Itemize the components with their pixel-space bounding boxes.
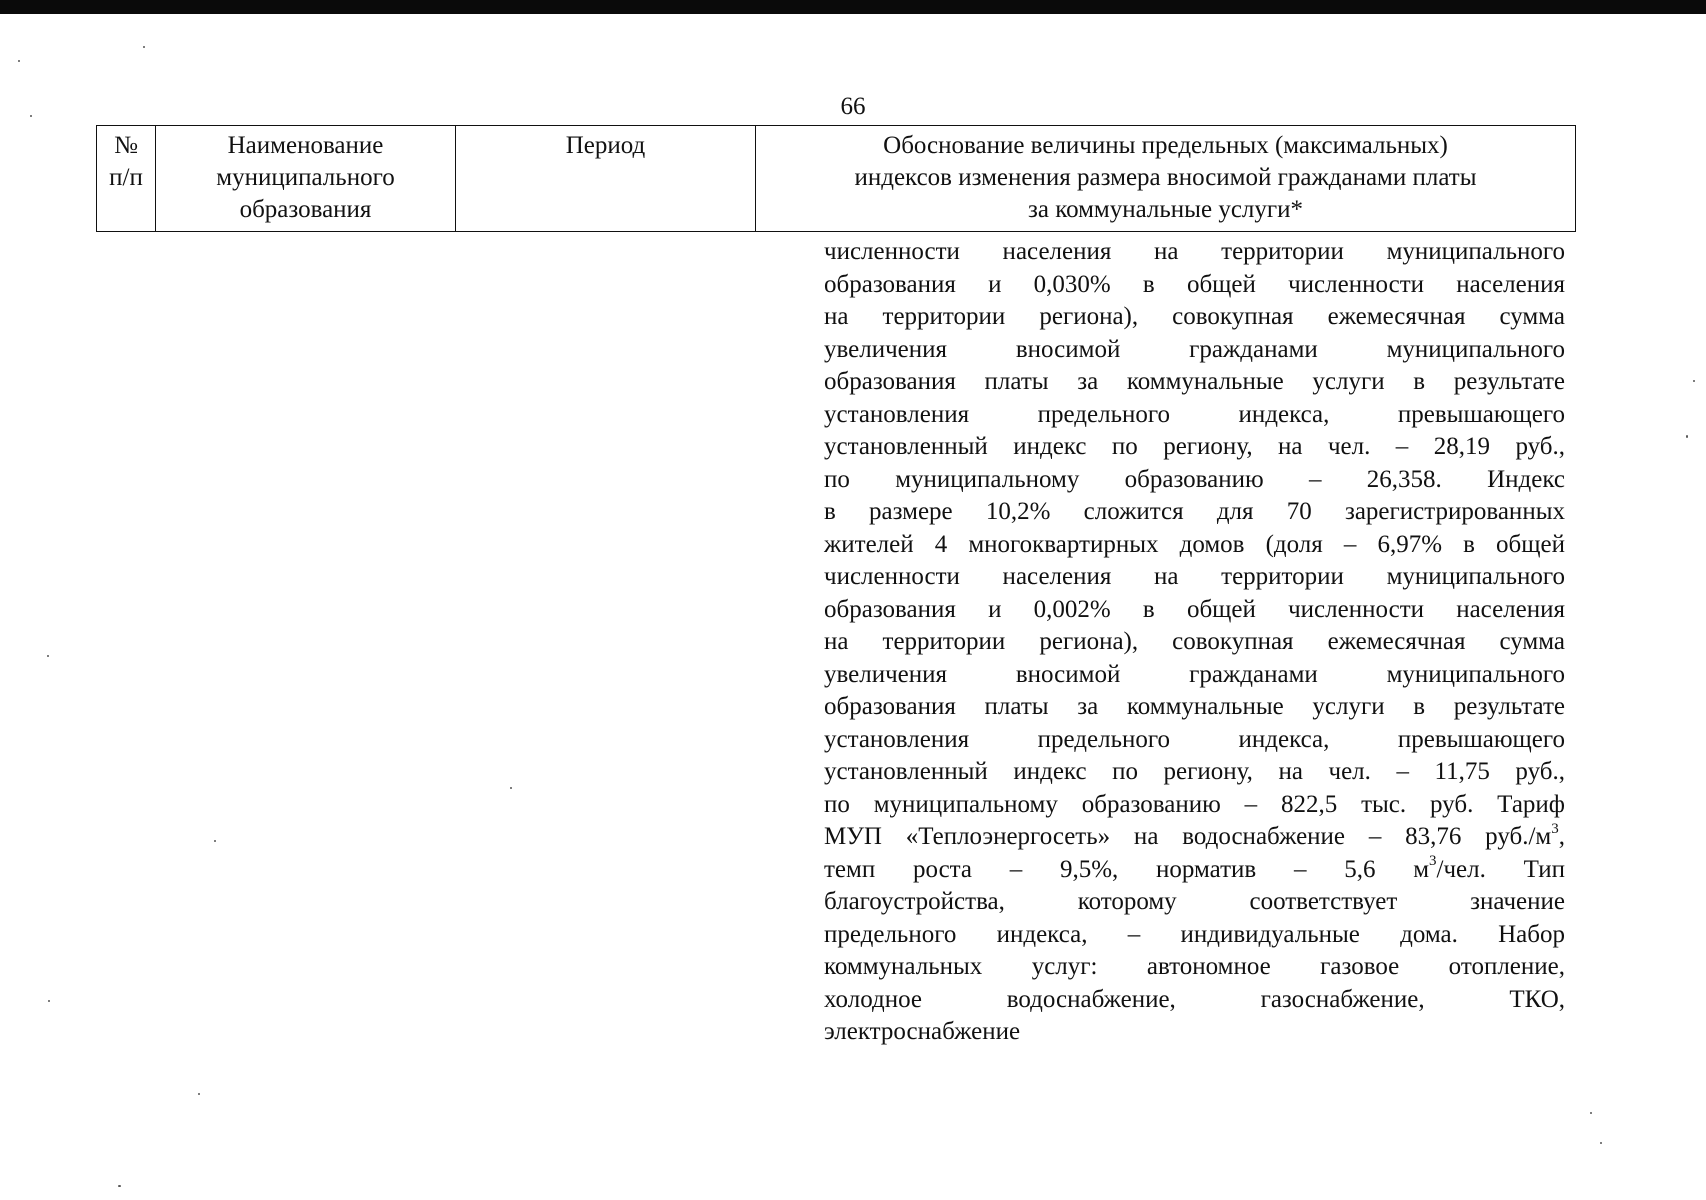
scan-speck	[18, 60, 20, 62]
text-line: установления предельного индекса, превышающего	[824, 725, 1565, 753]
scan-speck	[1600, 1142, 1602, 1144]
page-number: 66	[840, 93, 866, 120]
text-line-norm	[824, 854, 1565, 887]
scan-speck	[510, 787, 512, 789]
header-period-line: Период	[565, 132, 646, 159]
header-cell-justification	[756, 126, 1576, 232]
scan-edge-bar	[0, 0, 1706, 14]
text-segment: /чел. Тип	[1436, 855, 1565, 883]
scan-speck	[214, 840, 216, 842]
text-segment: темп роста – 9,5%, норматив – 5,6 м	[824, 855, 1430, 883]
scan-speck	[1590, 1112, 1592, 1114]
text-line: на территории региона), совокупная ежемесячная сумма	[824, 628, 1565, 655]
header-number-line: п/п	[109, 164, 143, 191]
text-line: предельного индекса, – индивидуальные дома. Набор	[824, 920, 1565, 948]
scan-speck	[143, 46, 145, 48]
text-line: в размере 10,2% сложится для 70 зарегистрированных	[824, 498, 1565, 525]
header-municipality-line: муниципального	[216, 164, 395, 191]
text-line: коммунальных услуг: автономное газовое отопление,	[824, 953, 1565, 980]
scan-speck	[30, 115, 32, 117]
header-municipality-line: Наименование	[227, 132, 384, 159]
text-line: установленный индекс по региону, на чел. – 28,19 руб.,	[824, 433, 1565, 460]
text-segment: МУП «Теплоэнергосеть» на водоснабжение – 83,76 руб./м	[824, 823, 1552, 850]
text-line: образования платы за коммунальные услуги в результате	[824, 693, 1565, 720]
text-line: образования и 0,002% в общей численности населения	[824, 595, 1565, 623]
header-justification-line: за коммунальные услуги*	[1027, 196, 1304, 223]
text-line: численности населения на территории муниципального	[824, 563, 1565, 590]
text-line: образования платы за коммунальные услуги в результате	[824, 368, 1565, 395]
scan-speck	[198, 1093, 200, 1095]
scan-speck	[1693, 380, 1695, 382]
header-number-line: №	[114, 132, 138, 159]
text-line: установления предельного индекса, превышающего	[824, 400, 1565, 428]
text-line: на территории региона), совокупная ежемесячная сумма	[824, 303, 1565, 330]
text-line-last: электроснабжение	[824, 1018, 1021, 1045]
text-line: установленный индекс по региону, на чел. – 11,75 руб.,	[824, 758, 1565, 785]
scan-speck	[118, 1185, 121, 1187]
text-line: холодное водоснабжение, газоснабжение, ТКО,	[824, 985, 1565, 1013]
header-justification-line: индексов изменения размера вносимой гражданами платы	[854, 164, 1477, 191]
text-line: жителей 4 многоквартирных домов (доля – 6,97% в общей	[824, 530, 1565, 558]
table-header	[96, 125, 1576, 232]
text-line: по муниципальному образованию – 822,5 тыс. руб. Тариф	[824, 790, 1565, 818]
scan-speck	[48, 1000, 50, 1002]
text-line: увеличения вносимой гражданами муниципального	[824, 335, 1565, 363]
text-line-tariff	[824, 821, 1565, 854]
header-justification-line: Обоснование величины предельных (максимальных)	[883, 132, 1448, 159]
superscript-3: 3	[1551, 820, 1559, 837]
scan-speck	[47, 655, 49, 657]
justification-text	[824, 236, 1565, 1049]
text-segment: ,	[1558, 823, 1565, 850]
superscript-3: 3	[1429, 853, 1437, 870]
text-line: благоустройства, которому соответствует значение	[824, 888, 1565, 915]
header-municipality-line: образования	[239, 196, 372, 223]
header-cell-period	[456, 126, 756, 232]
header-cell-number	[97, 126, 156, 232]
text-line: увеличения вносимой гражданами муниципального	[824, 660, 1565, 688]
text-line: по муниципальному образованию – 26,358. Индекс	[824, 465, 1565, 493]
header-cell-municipality	[156, 126, 456, 232]
text-line: численности населения на территории муниципального	[824, 238, 1565, 265]
scan-speck	[1686, 435, 1688, 438]
text-line: образования и 0,030% в общей численности населения	[824, 270, 1565, 298]
